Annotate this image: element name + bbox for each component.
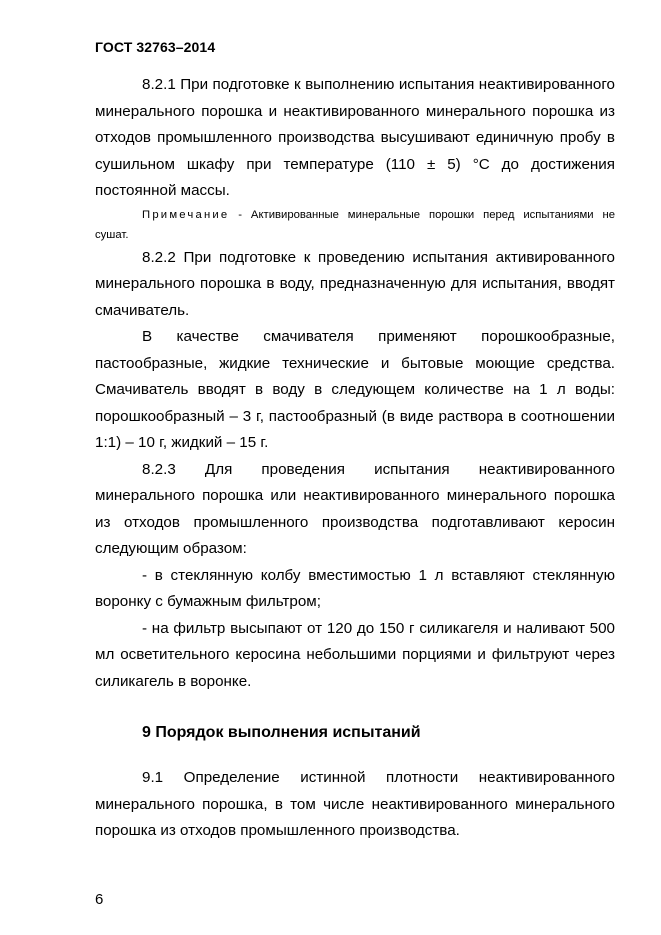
- list-item-filter: - на фильтр высыпают от 120 до 150 г силикагеля и наливают 500 мл осветительного керосина небольшими порциями и фильтруют через силикагель в воронке.: [95, 619, 615, 690]
- note-label: Примечание: [142, 208, 230, 221]
- paragraph-8-2-2: 8.2.2 При подготовке к проведению испытания активированного минерального порошка в воду, предназначенную для испытания, вводят смачиватель.: [95, 248, 615, 319]
- standard-header: ГОСТ 32763–2014: [95, 39, 216, 55]
- paragraph-8-2-1: 8.2.1 При подготовке к выполнению испытания неактивированного минерального порошка и неактивированного минерального порошка из отходов промышленного производства высушивают единичную пробу в сушильном шкафу при температуре (110 ± 5) °С до достижения постоянной массы.: [95, 76, 615, 199]
- section-8-text: [95, 72, 615, 695]
- paragraph-8-2-3: 8.2.3 Для проведения испытания неактивированного минерального порошка или неактивированного минерального порошка из отходов промышленного производства подготавливают керосин следующим образом:: [95, 460, 615, 557]
- paragraph-9-1: 9.1 Определение истинной плотности неактивированного минерального порошка, в том числе неактивированного минерального порошка из отходов промышленного производства.: [95, 769, 615, 839]
- note-text: - Активированные минеральные порошки перед испытаниями не сушат.: [95, 208, 615, 241]
- page-number: 6: [95, 891, 104, 908]
- list-item-flask: - в стеклянную колбу вместимостью 1 л вставляют стеклянную воронку с бумажным фильтром;: [95, 566, 615, 610]
- paragraph-wetting-agent: В качестве смачивателя применяют порошкообразные, пастообразные, жидкие технические и бытовые моющие средства. Смачиватель вводят в воду в следующем количестве на 1 л воды: порошкообразный – 3 г, пастообразный (в виде раствора в соотношении 1:1) – 10 г, жидкий – 15 г.: [95, 328, 615, 451]
- section-9-text: [95, 765, 615, 845]
- note: [95, 205, 615, 245]
- section-9-title: 9 Порядок выполнения испытаний: [142, 724, 421, 741]
